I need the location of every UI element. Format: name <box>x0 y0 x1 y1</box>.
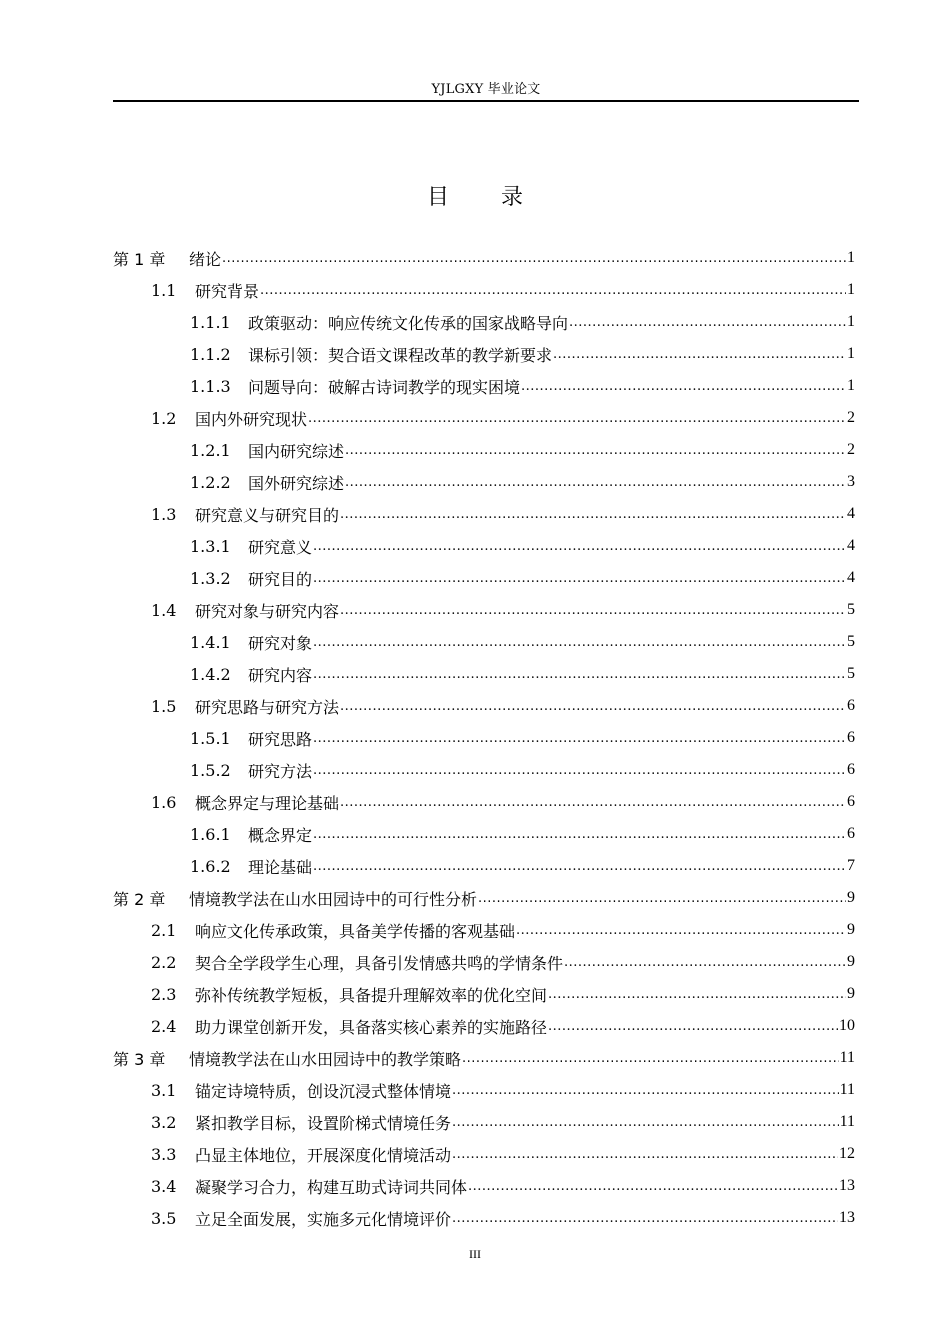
toc-entry-page: 4 <box>847 537 855 554</box>
toc-entry[interactable] <box>113 850 855 882</box>
toc-entry[interactable] <box>113 722 855 754</box>
toc-entry-page: 1 <box>847 345 855 362</box>
toc-entry[interactable] <box>113 594 855 626</box>
toc-leader-dots <box>462 1050 839 1068</box>
toc-leader-dots <box>345 474 846 492</box>
toc-entry-title: 研究背景 <box>195 281 260 301</box>
toc-entry[interactable] <box>113 1042 855 1074</box>
toc-entry[interactable] <box>113 466 855 498</box>
toc-leader-dots <box>313 762 846 780</box>
toc-entry-title: 立足全面发展，实施多元化情境评价 <box>195 1209 452 1229</box>
toc-entry-page: 6 <box>847 825 855 842</box>
toc-leader-dots <box>516 922 846 940</box>
toc-entry-number: 1.4 <box>151 600 177 620</box>
toc-entry-number: 3.2 <box>151 1112 177 1132</box>
toc-entry-page: 2 <box>847 441 855 458</box>
toc-entry-page: 9 <box>847 921 855 938</box>
toc-entry-page: 10 <box>839 1017 855 1034</box>
toc-entry[interactable] <box>113 1106 855 1138</box>
toc-entry[interactable] <box>113 562 855 594</box>
toc-entry-title: 概念界定与理论基础 <box>195 793 340 813</box>
toc-entry[interactable] <box>113 1074 855 1106</box>
toc-entry[interactable] <box>113 338 855 370</box>
toc-entry-page: 6 <box>847 729 855 746</box>
toc-entry-number: 1.3 <box>151 504 177 524</box>
toc-entry-title: 国内外研究现状 <box>195 409 308 429</box>
toc-leader-dots <box>313 826 846 844</box>
toc-entry-page: 5 <box>847 665 855 682</box>
toc-entry-title: 研究方法 <box>248 761 313 781</box>
toc-entry-page: 11 <box>839 1049 855 1066</box>
toc-entry-page: 1 <box>847 377 855 394</box>
toc-title <box>0 180 950 211</box>
toc-entry[interactable] <box>113 626 855 658</box>
toc-entry-number: 3.1 <box>151 1080 177 1100</box>
toc-entry-number: 1.2.2 <box>190 472 231 492</box>
toc-entry-title: 锚定诗境特质，创设沉浸式整体情境 <box>195 1081 452 1101</box>
toc-entry-title: 政策驱动：响应传统文化传承的国家战略导向 <box>248 313 569 333</box>
toc-leader-dots <box>313 570 846 588</box>
toc-leader-dots <box>222 250 846 268</box>
toc-entry-page: 13 <box>839 1209 855 1226</box>
toc-entry[interactable] <box>113 946 855 978</box>
toc-entry-number: 1.6 <box>151 792 177 812</box>
toc-entry[interactable] <box>113 818 855 850</box>
toc-entry-page: 11 <box>839 1113 855 1130</box>
toc-entry-number: 第 1 章 <box>113 249 166 269</box>
toc-entry-title: 助力课堂创新开发，具备落实核心素养的实施路径 <box>195 1017 548 1037</box>
toc-entry-page: 1 <box>847 249 855 266</box>
toc-title-char-1: 目 <box>426 185 449 210</box>
toc-entry[interactable] <box>113 658 855 690</box>
toc-entry[interactable] <box>113 882 855 914</box>
toc-entry-title: 概念界定 <box>248 825 313 845</box>
toc-entry-page: 2 <box>847 409 855 426</box>
toc-entry-number: 1.5.2 <box>190 760 231 780</box>
toc-leader-dots <box>452 1210 838 1228</box>
toc-entry-title: 研究内容 <box>248 665 313 685</box>
toc-entry-title: 凸显主体地位，开展深度化情境活动 <box>195 1145 452 1165</box>
toc-entry-title: 情境教学法在山水田园诗中的教学策略 <box>189 1049 462 1069</box>
toc-entry-title: 课标引领：契合语文课程改革的教学新要求 <box>248 345 553 365</box>
toc-entry-title: 绪论 <box>189 249 222 269</box>
toc-leader-dots <box>313 858 846 876</box>
toc-entry[interactable] <box>113 1202 855 1234</box>
toc-entry-title: 国外研究综述 <box>248 473 345 493</box>
toc-entry-page: 4 <box>847 505 855 522</box>
toc-entry-page: 11 <box>839 1081 855 1098</box>
toc-entry-number: 3.3 <box>151 1144 177 1164</box>
toc-entry-page: 3 <box>847 473 855 490</box>
toc-entry-page: 13 <box>839 1177 855 1194</box>
toc-entry-page: 5 <box>847 633 855 650</box>
toc-entry-number: 2.4 <box>151 1016 177 1036</box>
toc-entry-page: 4 <box>847 569 855 586</box>
toc-entry-page: 6 <box>847 697 855 714</box>
toc-leader-dots <box>313 634 846 652</box>
toc-entry-page: 7 <box>847 857 855 874</box>
toc-leader-dots <box>340 506 846 524</box>
toc-leader-dots <box>313 730 846 748</box>
toc-entry-number: 1.4.1 <box>190 632 231 652</box>
toc-entry[interactable] <box>113 914 855 946</box>
toc-entry-page: 9 <box>847 953 855 970</box>
toc-entry-number: 1.5.1 <box>190 728 231 748</box>
toc-entry[interactable] <box>113 1138 855 1170</box>
toc-entry-number: 第 3 章 <box>113 1049 166 1069</box>
toc-entry-title: 国内研究综述 <box>248 441 345 461</box>
toc-leader-dots <box>340 602 846 620</box>
toc-leader-dots <box>548 1018 838 1036</box>
toc-entry[interactable] <box>113 978 855 1010</box>
toc-entry-page: 6 <box>847 793 855 810</box>
toc-entry-number: 1.5 <box>151 696 177 716</box>
toc-entry-title: 研究思路 <box>248 729 313 749</box>
toc-entry[interactable] <box>113 498 855 530</box>
toc-entry-page: 6 <box>847 761 855 778</box>
toc-entry-page: 12 <box>839 1145 855 1162</box>
toc-entry-title: 研究对象与研究内容 <box>195 601 340 621</box>
table-of-contents <box>113 242 855 1234</box>
toc-entry-number: 1.6.2 <box>190 856 231 876</box>
toc-entry-number: 3.5 <box>151 1208 177 1228</box>
toc-entry[interactable] <box>113 242 855 274</box>
toc-entry-number: 1.2 <box>151 408 177 428</box>
toc-entry-number: 1.3.2 <box>190 568 231 588</box>
toc-entry-title: 研究目的 <box>248 569 313 589</box>
toc-leader-dots <box>313 666 846 684</box>
toc-entry[interactable] <box>113 754 855 786</box>
toc-entry-title: 契合全学段学生心理，具备引发情感共鸣的学情条件 <box>195 953 564 973</box>
toc-entry-number: 1.1.1 <box>190 312 231 332</box>
toc-entry-number: 2.2 <box>151 952 177 972</box>
toc-entry-page: 1 <box>847 313 855 330</box>
toc-title-char-2: 录 <box>501 185 524 210</box>
toc-entry[interactable] <box>113 370 855 402</box>
toc-entry-page: 5 <box>847 601 855 618</box>
toc-entry[interactable] <box>113 1170 855 1202</box>
toc-entry-number: 第 2 章 <box>113 889 166 909</box>
toc-leader-dots <box>521 378 846 396</box>
toc-entry-number: 1.4.2 <box>190 664 231 684</box>
toc-entry[interactable] <box>113 434 855 466</box>
toc-leader-dots <box>340 698 846 716</box>
toc-leader-dots <box>478 890 846 908</box>
toc-entry-page: 9 <box>847 889 855 906</box>
toc-entry-title: 问题导向：破解古诗词教学的现实困境 <box>248 377 521 397</box>
toc-entry-number: 1.6.1 <box>190 824 231 844</box>
toc-leader-dots <box>553 346 846 364</box>
toc-leader-dots <box>340 794 846 812</box>
toc-entry-number: 2.3 <box>151 984 177 1004</box>
toc-entry-title: 研究思路与研究方法 <box>195 697 340 717</box>
toc-entry-title: 响应文化传承政策，具备美学传播的客观基础 <box>195 921 516 941</box>
toc-leader-dots <box>468 1178 838 1196</box>
toc-leader-dots <box>548 986 846 1004</box>
toc-entry-number: 1.2.1 <box>190 440 231 460</box>
page-header: YJLGXY 毕业论文 <box>431 82 541 97</box>
toc-entry[interactable] <box>113 690 855 722</box>
toc-leader-dots <box>564 954 846 972</box>
toc-leader-dots <box>313 538 846 556</box>
toc-entry-number: 1.1.2 <box>190 344 231 364</box>
toc-entry-number: 3.4 <box>151 1176 177 1196</box>
toc-leader-dots <box>345 442 846 460</box>
toc-entry[interactable] <box>113 402 855 434</box>
toc-entry-title: 弥补传统教学短板，具备提升理解效率的优化空间 <box>195 985 548 1005</box>
toc-entry-title: 情境教学法在山水田园诗中的可行性分析 <box>189 889 478 909</box>
toc-leader-dots <box>452 1114 839 1132</box>
toc-entry-number: 1.1.3 <box>190 376 231 396</box>
toc-leader-dots <box>452 1146 838 1164</box>
toc-leader-dots <box>260 282 846 300</box>
toc-leader-dots <box>569 314 846 332</box>
toc-entry-page: 1 <box>847 281 855 298</box>
toc-entry[interactable] <box>113 1010 855 1042</box>
toc-entry[interactable] <box>113 786 855 818</box>
toc-entry-title: 理论基础 <box>248 857 313 877</box>
toc-leader-dots <box>452 1082 839 1100</box>
toc-entry[interactable] <box>113 306 855 338</box>
toc-entry-number: 1.1 <box>151 280 177 300</box>
header-rule <box>113 100 859 102</box>
toc-entry-title: 紧扣教学目标，设置阶梯式情境任务 <box>195 1113 452 1133</box>
page-number: III <box>469 1247 481 1261</box>
toc-entry-title: 研究意义 <box>248 537 313 557</box>
toc-entry[interactable] <box>113 274 855 306</box>
toc-entry-title: 研究意义与研究目的 <box>195 505 340 525</box>
toc-entry-number: 2.1 <box>151 920 177 940</box>
toc-entry-page: 9 <box>847 985 855 1002</box>
toc-entry-title: 凝聚学习合力，构建互助式诗词共同体 <box>195 1177 468 1197</box>
toc-entry-number: 1.3.1 <box>190 536 231 556</box>
toc-entry[interactable] <box>113 530 855 562</box>
toc-leader-dots <box>308 410 846 428</box>
toc-entry-title: 研究对象 <box>248 633 313 653</box>
